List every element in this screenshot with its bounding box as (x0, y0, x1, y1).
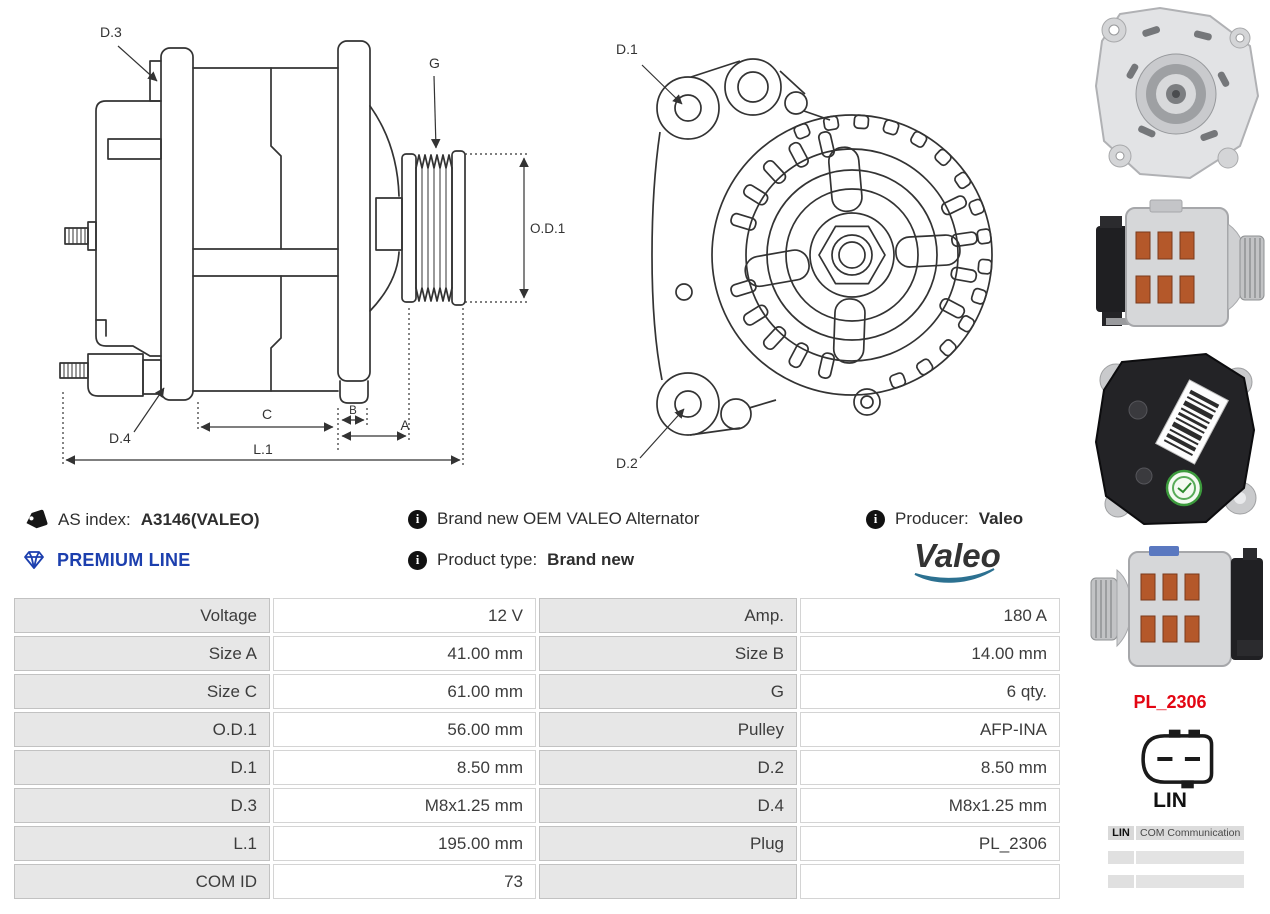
plug-code: PL_2306 (1133, 692, 1207, 712)
pulley-spokes (743, 146, 961, 363)
spec-label-cell: Voltage (14, 598, 270, 633)
spec-value-cell: 6 qty. (800, 674, 1060, 709)
com-description: COM Communication (1136, 826, 1244, 840)
front-mounting-flange (338, 41, 370, 381)
product-photo-side-left (1087, 540, 1268, 680)
leader-g (434, 76, 436, 148)
lin-plug-icon (1136, 727, 1216, 791)
housing-outline (712, 115, 992, 395)
label-g: G (429, 55, 440, 71)
front-bracket-curve-bottom (370, 252, 399, 311)
info-icon: i (408, 510, 427, 529)
lower-lug (143, 360, 161, 394)
label-d3: D.3 (100, 24, 122, 40)
empty-bar (1108, 851, 1134, 864)
spec-label-cell: G (539, 674, 797, 709)
producer-value: Valeo (978, 509, 1024, 528)
spec-value-cell: 180 A (800, 598, 1060, 633)
front-bracket-curve-top (370, 106, 399, 196)
spec-value-cell: 61.00 mm (273, 674, 536, 709)
bracket-left-edge (652, 132, 662, 380)
valeo-brand-logo (912, 534, 1022, 590)
premium-line-label: PREMIUM LINE (57, 549, 191, 570)
leader-d1 (642, 65, 682, 104)
spec-label-cell: Size C (14, 674, 270, 709)
spec-value-cell: 56.00 mm (273, 712, 536, 747)
top-lug (150, 61, 161, 101)
spec-table (14, 598, 1060, 899)
com-communication-row (1108, 826, 1244, 840)
spec-label-cell: Size A (14, 636, 270, 671)
spec-label-cell: Size B (539, 636, 797, 671)
mount-hole-d2 (675, 391, 701, 417)
spec-value-cell: 195.00 mm (273, 826, 536, 861)
pulley-left-flange (402, 154, 416, 302)
shaft (376, 198, 402, 250)
spec-label-cell: COM ID (14, 864, 270, 899)
tag-icon (24, 509, 48, 531)
product-photo-side-right (1092, 192, 1268, 344)
spec-value-cell: AFP-INA (800, 712, 1060, 747)
spec-label-cell (539, 864, 797, 899)
spec-label-cell: D.3 (14, 788, 270, 823)
label-l1: L.1 (253, 441, 273, 457)
info-icon: i (866, 510, 885, 529)
mount-hole-d1 (675, 95, 701, 121)
shaft-centerline (193, 249, 338, 276)
spec-label-cell: O.D.1 (14, 712, 270, 747)
spec-value-cell: PL_2306 (800, 826, 1060, 861)
leader-d3 (118, 46, 157, 81)
spec-value-cell: 73 (273, 864, 536, 899)
front-flange-foot (340, 381, 368, 403)
spec-label-cell: D.4 (539, 788, 797, 823)
product-type-value: Brand new (547, 550, 635, 569)
empty-bar (1108, 875, 1134, 888)
pulley-right-flange (452, 151, 465, 305)
product-description: Brand new OEM VALEO Alternator (437, 509, 700, 528)
as-index-row (24, 509, 259, 531)
lower-terminal-block (88, 354, 143, 396)
valeo-logo-text: Valeo (914, 537, 1001, 574)
stator-fin-scallops (793, 115, 992, 389)
label-c: C (261, 406, 273, 422)
description-row (408, 509, 699, 529)
com-empty-row (1108, 851, 1244, 864)
label-od1: O.D.1 (530, 221, 566, 236)
mount-ear-bottom (657, 373, 719, 435)
spec-label-cell: D.2 (539, 750, 797, 785)
as-index-value: A3146(VALEO) (140, 510, 260, 529)
rear-cover-slot (108, 139, 161, 159)
product-type-label: Product type: (437, 550, 538, 569)
product-photo-rear (1088, 348, 1262, 530)
spec-value-cell: 12 V (273, 598, 536, 633)
spec-label-cell: Plug (539, 826, 797, 861)
label-d1: D.1 (616, 41, 638, 57)
front-view-technical-drawing (590, 10, 1080, 490)
spec-value-cell: M8x1.25 mm (800, 788, 1060, 823)
label-d2: D.2 (616, 455, 638, 471)
info-icon: i (408, 551, 427, 570)
pulley-outer (746, 149, 958, 361)
housing-joint (271, 68, 281, 391)
rear-cover-step (96, 320, 106, 336)
empty-bar (1136, 851, 1244, 864)
mount-ear-top (657, 77, 719, 139)
empty-bar (1136, 875, 1244, 888)
spec-value-cell: M8x1.25 mm (273, 788, 536, 823)
com-empty-row (1108, 875, 1244, 888)
producer-row (866, 509, 1023, 529)
spec-value-cell: 8.50 mm (800, 750, 1060, 785)
spec-value-cell: 8.50 mm (273, 750, 536, 785)
side-view-technical-drawing (38, 6, 583, 478)
premium-line-row (21, 549, 190, 571)
spec-label-cell: Pulley (539, 712, 797, 747)
product-photo-front (1090, 6, 1262, 186)
product-type-row (408, 550, 634, 570)
com-protocol: LIN (1108, 826, 1134, 840)
label-d4: D.4 (109, 430, 131, 446)
spec-value-cell: 14.00 mm (800, 636, 1060, 671)
as-index-label: AS index: (58, 510, 131, 529)
rear-mounting-flange (161, 48, 193, 400)
spec-label-cell: Amp. (539, 598, 797, 633)
plug-connector-label: LIN (1153, 789, 1187, 812)
spec-label-cell: D.1 (14, 750, 270, 785)
pulley-ribs-top (416, 155, 452, 168)
label-a: A (400, 418, 410, 433)
spec-value-cell (800, 864, 1060, 899)
label-b: B (349, 405, 357, 417)
spec-label-cell: L.1 (14, 826, 270, 861)
stator-body (193, 68, 338, 391)
spec-value-cell: 41.00 mm (273, 636, 536, 671)
diamond-icon (21, 549, 47, 571)
producer-label: Producer: (895, 509, 969, 528)
pulley-ribs-bottom (416, 288, 452, 301)
terminal-boss (88, 222, 96, 250)
